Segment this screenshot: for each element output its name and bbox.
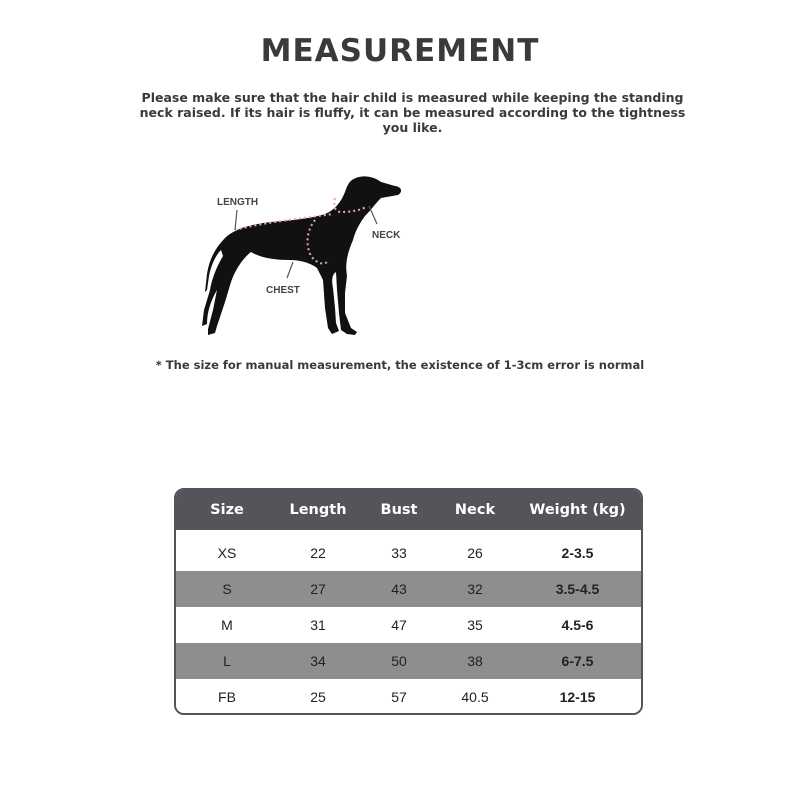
bust-cell: 47 [358,607,440,643]
chest-leader [287,262,293,278]
table-row [176,643,643,679]
measurement-note: * The size for manual measurement, the existence of 1-3cm error is normal [155,358,645,372]
weight-cell: 3.5-4.5 [510,571,643,607]
size-cell: FB [176,679,278,715]
size-cell: M [176,607,278,643]
bust-cell: 43 [358,571,440,607]
bust-cell: 50 [358,643,440,679]
neck-cell: 35 [440,607,510,643]
table-row [176,607,643,643]
table-row [176,535,643,571]
length-cell: 34 [278,643,358,679]
neck-leader [369,206,377,224]
dog-measurement-diagram [195,168,420,346]
size-cell: XS [176,535,278,571]
table-row [176,571,643,607]
length-label: LENGTH [217,197,259,208]
page-title: MEASUREMENT [260,33,540,69]
neck-cell: 32 [440,571,510,607]
column-header-bust: Bust [358,490,440,530]
neck-cell: 26 [440,535,510,571]
table-header-row [176,490,643,530]
length-cell: 25 [278,679,358,715]
neck-cell: 40.5 [440,679,510,715]
table-row [176,679,643,715]
chest-label: CHEST [266,285,300,296]
length-cell: 27 [278,571,358,607]
length-cell: 31 [278,607,358,643]
length-leader [235,210,237,230]
column-header-weight: Weight (kg) [510,490,643,530]
weight-cell: 4.5-6 [510,607,643,643]
neck-label: NECK [372,230,401,241]
bust-cell: 33 [358,535,440,571]
length-cell: 22 [278,535,358,571]
bust-cell: 57 [358,679,440,715]
weight-cell: 2-3.5 [510,535,643,571]
neck-cell: 38 [440,643,510,679]
weight-cell: 6-7.5 [510,643,643,679]
column-header-neck: Neck [440,490,510,530]
weight-cell: 12-15 [510,679,643,715]
size-cell: S [176,571,278,607]
size-chart [174,488,643,715]
column-header-size: Size [176,490,278,530]
measurement-instructions: Please make sure that the hair child is measured while keeping the standing neck raised. If its hair is fluffy, it can be measured according to the tightness you like. [139,90,686,135]
column-header-length: Length [278,490,358,530]
size-cell: L [176,643,278,679]
